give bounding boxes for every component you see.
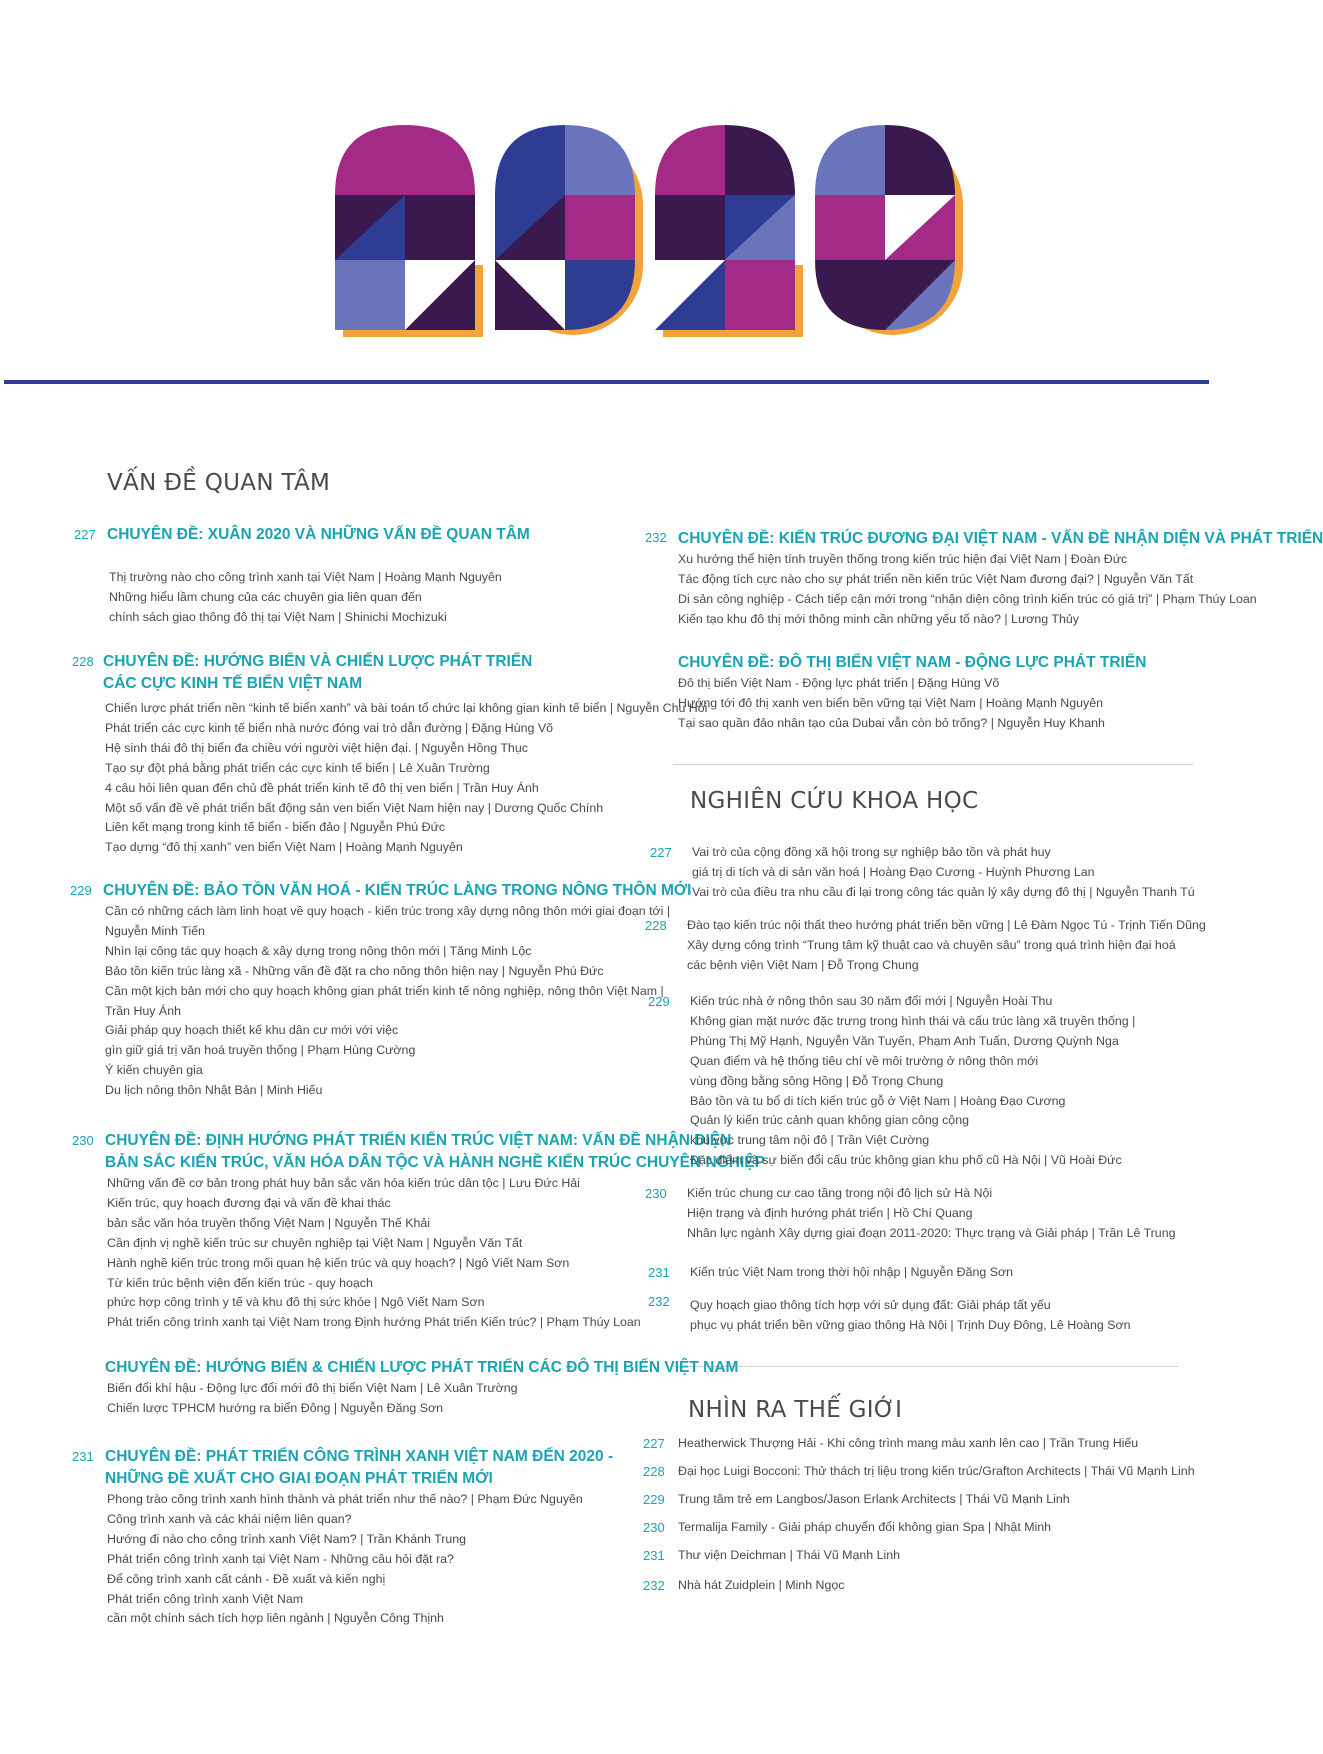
world-item-230 — [643, 1518, 1051, 1538]
article-entry[interactable]: Một số vấn đề về phát triển bất động sản ven biển Việt Nam hiện nay | Dương Quốc Chính — [105, 800, 604, 815]
page-number: 228 — [645, 918, 667, 933]
page-number: 231 — [72, 1449, 94, 1464]
article-entry[interactable]: Giải pháp quy hoạch thiết kế khu dân cư mới với việc — [105, 1023, 399, 1038]
topic-heading: CHUYÊN ĐỀ: ĐÔ THỊ BIỂN VIỆT NAM - ĐỘNG LỰC PHÁT TRIỂN — [678, 654, 1147, 671]
article-entry[interactable]: bản sắc văn hóa truyền thống Việt Nam | Nguyễn Thế Khải — [107, 1215, 431, 1230]
page-number: 232 — [643, 1578, 665, 1593]
research-item-230 — [645, 1184, 1175, 1244]
article-entry[interactable]: Hướng tới đô thị xanh ven biển bền vững tại Việt Nam | Hoàng Mạnh Nguyên — [678, 695, 1104, 710]
page-number: 227 — [74, 527, 96, 542]
page-number: 227 — [643, 1436, 665, 1451]
research-item-229 — [648, 992, 1135, 1171]
article-entry[interactable]: vùng đồng bằng sông Hồng | Đỗ Trọng Chung — [690, 1073, 944, 1088]
toc-group-do-thi-bien — [645, 652, 1146, 734]
toc-group-bien — [72, 1357, 738, 1419]
research-item-231 — [648, 1263, 1013, 1283]
section-title-nhin-ra-the-gioi: NHÌN RA THẾ GIỚI — [688, 1397, 903, 1423]
article-entry[interactable]: Biến đổi khí hậu - Động lực đổi mới đô thị biển Việt Nam | Lê Xuân Trường — [107, 1381, 518, 1395]
separator — [673, 1366, 1178, 1367]
article-entry[interactable]: Đô thị biển Việt Nam - Động lực phát triển | Đặng Hùng Võ — [678, 676, 1000, 690]
article-entry[interactable]: Nguyễn Minh Tiến — [105, 923, 205, 938]
topic-heading: CHUYÊN ĐỀ: ĐỊNH HƯỚNG PHÁT TRIỂN KIẾN TRÚC VIỆT NAM: VẤN ĐỀ NHẬN DIỆN — [105, 1132, 732, 1149]
toc-group-229 — [70, 880, 691, 1101]
page-number: 227 — [650, 845, 672, 860]
article-entry[interactable]: Bảo tồn và tu bổ di tích kiến trúc gỗ ở Việt Nam | Hoàng Đạo Cương — [690, 1093, 1066, 1108]
section-title-van-de-quan-tam: VẤN ĐỀ QUAN TÂM — [107, 470, 331, 496]
article-entry[interactable]: Vai trò của điều tra nhu cầu đi lại trong công tác quản lý xây dựng đô thị | Nguyễn Thanh Tú — [692, 884, 1195, 899]
topic-heading: CHUYÊN ĐỀ: PHÁT TRIỂN CÔNG TRÌNH XANH VIỆT NAM ĐẾN 2020 - — [105, 1448, 614, 1465]
toc-group-232 — [645, 528, 1323, 630]
topic-heading: CHUYÊN ĐỀ: BẢO TỒN VĂN HOÁ - KIẾN TRÚC LÀNG TRONG NÔNG THÔN MỚI — [103, 882, 692, 899]
toc-group-231 — [72, 1446, 613, 1629]
article-entry[interactable]: Những vấn đề cơ bản trong phát huy bản sắc văn hóa kiến trúc dân tộc | Lưu Đức Hải — [107, 1176, 580, 1190]
logo-digit-2-second — [655, 125, 803, 337]
article-entry[interactable]: Termalija Family - Giải pháp chuyển đổi không gian Spa | Nhật Minh — [678, 1520, 1052, 1534]
article-entry[interactable]: Phát triển công trình xanh Việt Nam — [107, 1591, 304, 1606]
article-entry[interactable]: giá trị di tích và di sản văn hoá | Hoàng Đạo Cương - Huỳnh Phương Lan — [692, 864, 1095, 879]
article-entry[interactable]: Trần Huy Ánh — [105, 1003, 181, 1018]
article-entry[interactable]: Những hiểu lầm chung của các chuyên gia liên quan đến — [109, 589, 422, 604]
article-entry[interactable]: Chiến lược phát triển nền “kinh tế biển xanh” và bài toán tổ chức lại không gian kinh tế biển | Nguyễn Chu Hồi — [105, 701, 708, 715]
page-number: 229 — [70, 883, 92, 898]
article-entry[interactable]: Kiến tạo khu đô thị mới thông minh cần những yếu tố nào? | Lương Thủy — [678, 611, 1079, 626]
section-title-nghien-cuu-khoa-hoc: NGHIÊN CỨU KHOA HỌC — [690, 788, 979, 814]
world-item-231 — [643, 1546, 900, 1566]
article-entry[interactable]: Hiện trạng và định hướng phát triển | Hồ Chí Quang — [687, 1205, 973, 1220]
article-entry[interactable]: Quy hoạch giao thông tích hợp với sử dụng đất: Giải pháp tất yếu — [690, 1298, 1051, 1312]
article-entry[interactable]: Tạo dựng “đô thị xanh” ven biển Việt Nam | Hoàng Mạnh Nguyên — [105, 840, 463, 855]
article-entry[interactable]: Bảo tồn kiến trúc làng xã - Những vấn đề đặt ra cho nông thôn hiện nay | Nguyễn Phú Đức — [105, 963, 604, 978]
article-entry[interactable]: Chiến lược TPHCM hướng ra biển Đông | Nguyễn Đăng Sơn — [107, 1400, 443, 1415]
article-entry[interactable]: Đại học Luigi Bocconi: Thử thách trị liệu trong kiến trúc/Grafton Architects | Thái Vũ Mạnh Linh — [678, 1464, 1195, 1478]
article-entry[interactable]: phức hợp công trình y tế và khu đô thị sức khỏe | Ngô Viết Nam Sơn — [107, 1295, 485, 1310]
article-entry[interactable]: Trung tâm trẻ em Langbos/Jason Erlank Architects | Thái Vũ Mạnh Linh — [678, 1492, 1070, 1506]
article-entry[interactable]: Nhà hát Zuidplein | Minh Ngọc — [678, 1578, 845, 1592]
topic-heading: CHUYÊN ĐỀ: XUÂN 2020 VÀ NHỮNG VẤN ĐỀ QUAN TÂM — [107, 526, 530, 543]
logo-digit-2-first — [335, 125, 483, 337]
topic-heading: CHUYÊN ĐỀ: HƯỚNG BIỂN VÀ CHIẾN LƯỢC PHÁT TRIỂN — [103, 653, 533, 670]
article-entry[interactable]: Phát triển công trình xanh tại Việt Nam - Những câu hỏi đặt ra? — [107, 1551, 454, 1566]
article-entry[interactable]: Ý kiến chuyên gia — [105, 1063, 203, 1078]
world-item-229 — [643, 1490, 1070, 1510]
page-number: 230 — [645, 1186, 667, 1201]
toc-group-228 — [72, 651, 707, 858]
article-entry[interactable]: 4 câu hỏi liên quan đến chủ đề phát triển kinh tế đô thị ven biển | Trần Huy Ánh — [105, 780, 539, 795]
topic-heading: CHUYÊN ĐỀ: HƯỚNG BIỂN & CHIẾN LƯỢC PHÁT TRIỂN CÁC ĐÔ THỊ BIỂN VIỆT NAM — [105, 1359, 739, 1376]
article-entry[interactable]: Để công trình xanh cất cánh - Đề xuất và kiến nghị — [107, 1571, 386, 1586]
page-number: 229 — [643, 1492, 665, 1507]
page-number: 229 — [648, 994, 670, 1009]
article-entry[interactable]: Cần một kịch bản mới cho quy hoạch không gian phát triển kinh tế nông nghiệp, nông thôn Việt Nam | — [105, 983, 664, 998]
page-number: 232 — [648, 1294, 670, 1309]
article-entry[interactable]: Heatherwick Thượng Hải - Khi công trình mang màu xanh lên cao | Trần Trung Hiếu — [678, 1436, 1139, 1450]
article-entry[interactable]: Hướng đi nào cho công trình xanh Việt Nam? | Trần Khánh Trung — [107, 1531, 466, 1546]
page-number: 230 — [643, 1520, 665, 1535]
world-item-228 — [643, 1462, 1195, 1482]
article-entry[interactable]: khu vực trung tâm nội đô | Trần Việt Cường — [690, 1133, 930, 1148]
topic-heading: CÁC CỰC KINH TẾ BIỂN VIỆT NAM — [103, 675, 363, 692]
article-entry[interactable]: Liên kết mạng trong kinh tế biển - biển đảo | Nguyễn Phú Đức — [105, 820, 446, 835]
separator — [673, 764, 1193, 765]
logo-digit-0-first — [495, 125, 643, 335]
article-entry[interactable]: Hệ sinh thái đô thị biển đa chiều với người việt hiện đại. | Nguyễn Hồng Thục — [105, 740, 528, 755]
article-entry[interactable]: Đào tạo kiến trúc nội thất theo hướng phát triển bền vững | Lê Đàm Ngọc Tú - Trịnh Tiến Dũng — [687, 918, 1206, 932]
article-entry[interactable]: Phát triển công trình xanh tại Việt Nam trong Định hướng Phát triển Kiến trúc? | Phạm Thúy Loan — [107, 1315, 641, 1330]
article-entry[interactable]: chính sách giao thông đô thị tại Việt Nam | Shinichi Mochizuki — [109, 609, 447, 624]
logo-digit-0-second — [815, 125, 963, 335]
article-entry[interactable]: Di sản công nghiệp - Cách tiếp cận mới trong “nhận diện công trình kiến trúc có giá trị” | Phạm Thúy Loan — [678, 591, 1257, 606]
page-number: 228 — [72, 654, 94, 669]
article-entry[interactable]: Du lịch nông thôn Nhật Bản | Minh Hiếu — [105, 1083, 323, 1098]
article-entry[interactable]: Xây dựng công trình “Trung tâm kỹ thuật cao và chuyên sâu” trong quá trình hiện đại hoá — [687, 937, 1176, 952]
toc-group-227 — [74, 524, 530, 628]
header-divider — [4, 380, 1209, 384]
page-number: 230 — [72, 1133, 94, 1148]
page-number: 231 — [643, 1548, 665, 1563]
article-entry[interactable]: Quan điểm và hệ thống tiêu chí về môi trường ở nông thôn mới — [690, 1053, 1039, 1068]
article-entry[interactable]: Đặc điểm và sự biến đổi cấu trúc không gian khu phố cũ Hà Nội | Vũ Hoài Đức — [690, 1153, 1122, 1168]
page-number: 228 — [643, 1464, 665, 1479]
world-item-232 — [643, 1576, 844, 1596]
article-entry[interactable]: Phát triển các cực kinh tế biển nhà nước đóng vai trò dẫn đường | Đặng Hùng Võ — [105, 720, 553, 735]
topic-heading: NHỮNG ĐỀ XUẤT CHO GIAI ĐOẠN PHÁT TRIỂN MỚI — [105, 1470, 493, 1487]
article-entry[interactable]: Kiến trúc, quy hoạch đương đại và vấn đề khai thác — [107, 1195, 391, 1210]
article-entry[interactable]: Kiến trúc Việt Nam trong thời hội nhập | Nguyễn Đăng Sơn — [690, 1265, 1013, 1279]
article-entry[interactable]: Quản lý kiến trúc cảnh quan không gian công cộng — [690, 1113, 969, 1128]
page-number: 232 — [645, 530, 667, 545]
article-entry[interactable]: Cần có những cách làm linh hoạt về quy hoạch - kiến trúc trong xây dựng nông thôn mới giai đoạn tới | — [105, 904, 671, 918]
article-entry[interactable]: Từ kiến trúc bệnh viện đến kiến trúc - quy hoạch — [107, 1275, 373, 1290]
2020-logo — [335, 125, 975, 340]
topic-heading: BẢN SẮC KIẾN TRÚC, VĂN HÓA DÂN TỘC VÀ HÀNH NGHỀ KIẾN TRÚC CHUYÊN NGHIỆP — [105, 1154, 765, 1171]
article-entry[interactable]: Phong trào công trình xanh hình thành và phát triển như thế nào? | Phạm Đức Nguyên — [107, 1492, 583, 1506]
article-entry[interactable]: Thị trường nào cho công trình xanh tại Việt Nam | Hoàng Mạnh Nguyên — [109, 570, 502, 584]
article-entry[interactable]: Thư viện Deichman | Thái Vũ Mạnh Linh — [678, 1548, 901, 1562]
article-entry[interactable]: Nhân lực ngành Xây dựng giai đoạn 2011-2020: Thực trạng và Giải pháp | Trần Lê Trung — [687, 1225, 1176, 1240]
article-entry[interactable]: Tác động tích cực nào cho sự phát triển nền kiến trúc Việt Nam đương đại? | Nguyễn Văn Tất — [678, 571, 1194, 586]
page-number: 231 — [648, 1265, 670, 1280]
article-entry[interactable]: Vai trò của cộng đồng xã hội trong sự nghiệp bảo tồn và phát huy — [692, 845, 1051, 859]
article-entry[interactable]: cần một chính sách tích hợp liên ngành | Nguyễn Công Thịnh — [107, 1611, 444, 1626]
article-entry[interactable]: Không gian mặt nước đặc trưng trong hình thái và cấu trúc làng xã truyền thống | — [690, 1013, 1136, 1028]
article-entry[interactable]: Kiến trúc chung cư cao tầng trong nội đô lịch sử Hà Nội — [687, 1186, 993, 1200]
world-item-227 — [643, 1434, 1138, 1454]
research-item-232 — [648, 1296, 1131, 1336]
article-entry[interactable]: Nhìn lại công tác quy hoạch & xây dựng trong nông thôn mới | Tăng Minh Lộc — [105, 943, 532, 958]
article-entry[interactable]: gìn giữ giá trị văn hoá truyền thống | Phạm Hùng Cường — [105, 1043, 416, 1058]
research-item-228 — [645, 916, 1206, 976]
article-entry[interactable]: Tại sao quần đảo nhân tạo của Dubai vẫn còn bỏ trống? | Nguyễn Huy Khanh — [678, 715, 1105, 730]
article-entry[interactable]: phục vụ phát triển bền vững giao thông Hà Nội | Trịnh Duy Đông, Lê Hoàng Sơn — [690, 1317, 1131, 1332]
article-entry[interactable]: các bệnh viện Việt Nam | Đỗ Trọng Chung — [687, 957, 919, 972]
research-item-227 — [650, 843, 1195, 903]
topic-heading: CHUYÊN ĐỀ: KIẾN TRÚC ĐƯƠNG ĐẠI VIỆT NAM - VẤN ĐỀ NHẬN DIỆN VÀ PHÁT TRIỂN — [678, 530, 1323, 547]
article-entry[interactable]: Tạo sự đột phá bằng phát triển các cực kinh tế biển | Lê Xuân Trường — [105, 760, 490, 775]
article-entry[interactable]: Cần định vị nghề kiến trúc sư chuyên nghiệp tại Việt Nam | Nguyễn Văn Tất — [107, 1235, 523, 1250]
article-entry[interactable]: Công trình xanh và các khái niệm liên quan? — [107, 1511, 352, 1526]
article-entry[interactable]: Hành nghề kiến trúc trong mối quan hệ kiến trúc và quy hoạch? | Ngô Viết Nam Sơn — [107, 1255, 570, 1270]
article-entry[interactable]: Kiến trúc nhà ở nông thôn sau 30 năm đổi mới | Nguyễn Hoài Thu — [690, 994, 1053, 1008]
article-entry[interactable]: Phùng Thị Mỹ Hạnh, Nguyễn Văn Tuyến, Phạm Anh Tuấn, Dương Quỳnh Nga — [690, 1033, 1119, 1048]
article-entry[interactable]: Xu hướng thể hiện tính truyền thống trong kiến trúc hiện đại Việt Nam | Đoàn Đức — [678, 552, 1128, 566]
